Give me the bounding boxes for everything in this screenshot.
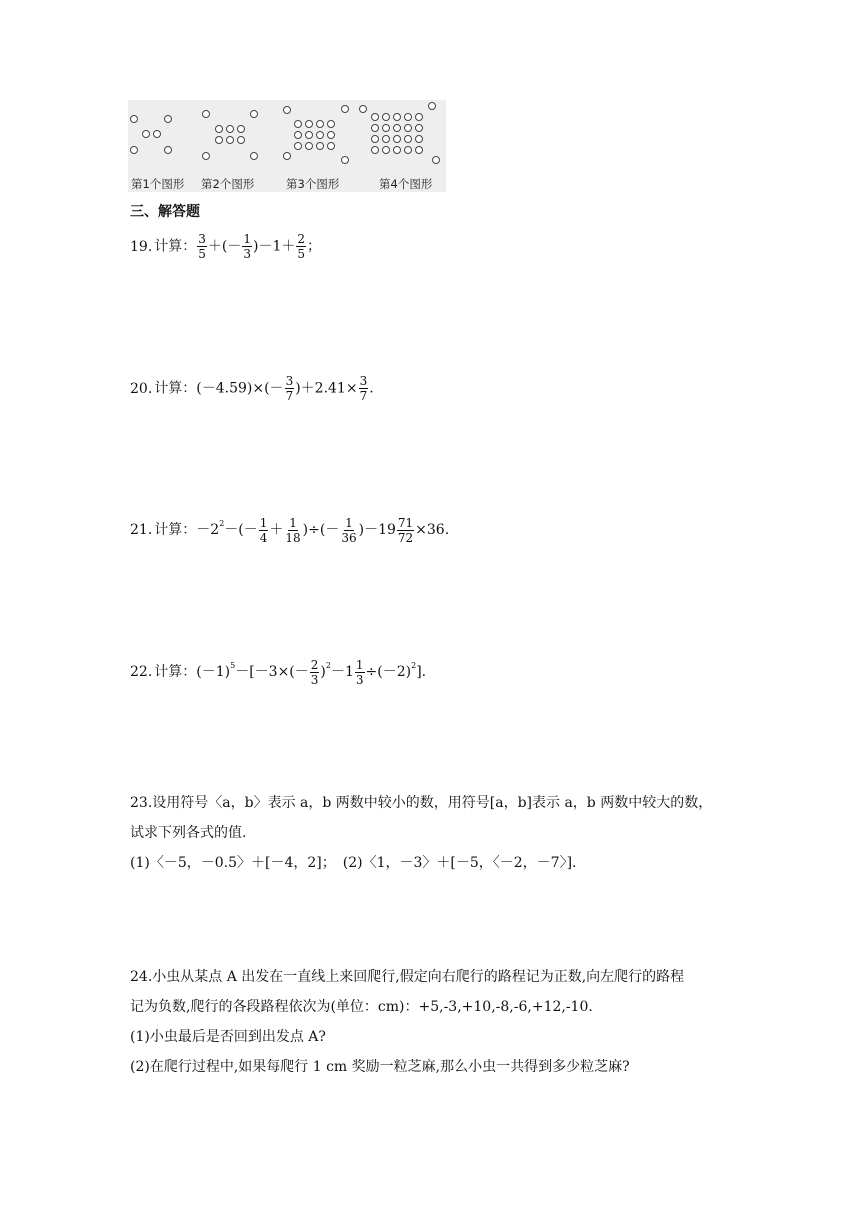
fraction (296, 232, 306, 261)
circle-icon (294, 142, 302, 150)
circle-icon (415, 146, 423, 154)
denominator: 36 (341, 530, 357, 545)
punctuation: . (369, 380, 374, 397)
circle-icon (316, 142, 324, 150)
denominator: 3 (310, 672, 319, 687)
question-number: 21. (130, 522, 153, 538)
circle-icon (305, 142, 313, 150)
circle-icon (341, 156, 349, 164)
question-text: 计算：(－1) (154, 664, 231, 680)
operator: )＋2.41× (295, 380, 358, 397)
question-text: 计算：－2 (154, 522, 220, 538)
punctuation: ； (307, 238, 322, 255)
circle-icon (237, 125, 245, 133)
question-subparts: (1)〈－5，－0.5〉＋[－4，2]； (2)〈1，－3〉＋[－5，〈－2，－7〉]. (130, 855, 577, 871)
fraction (285, 374, 295, 403)
circle-icon (164, 115, 172, 123)
numerator: 3 (359, 374, 368, 388)
fraction (197, 232, 207, 261)
numerator: 71 (397, 515, 414, 530)
question-text-line: 记为负数,爬行的各段路程依次为(单位：cm)：+5,-3,+10,-8,-6,+12,-10. (130, 999, 593, 1015)
exponent: 5 (230, 661, 236, 670)
question-text: 计算：(－4.59)×(－ (154, 380, 284, 397)
denominator: 72 (397, 530, 414, 545)
pattern-figure-strip (128, 100, 446, 192)
fraction (355, 658, 365, 687)
exponent: 2 (219, 519, 225, 528)
exponent: 2 (411, 661, 417, 670)
fraction (259, 516, 269, 545)
circle-icon (382, 146, 390, 154)
denominator: 4 (259, 530, 268, 545)
circle-icon (226, 125, 234, 133)
question-subpart-2: (2)在爬行过程中,如果每爬行 1 cm 奖励一粒芝麻,那么小虫一共得到多少粒芝麻? (130, 1059, 630, 1075)
pattern-3 (280, 100, 370, 172)
circle-icon (415, 135, 423, 143)
circle-icon (215, 136, 223, 144)
operator: －[－3×(－ (235, 664, 309, 680)
question-subpart-1: (1)小虫最后是否回到出发点 A? (130, 1029, 326, 1045)
circle-icon (404, 146, 412, 154)
circle-icon (393, 113, 401, 121)
denominator: 3 (355, 672, 364, 687)
operator: ) (320, 664, 326, 680)
circle-icon (250, 110, 258, 118)
circle-icon (316, 120, 324, 128)
circle-icon (250, 152, 258, 160)
circle-icon (130, 115, 138, 123)
denominator: 7 (359, 389, 368, 403)
numerator: 3 (198, 232, 206, 246)
circle-icon (371, 124, 379, 132)
fraction (284, 516, 301, 545)
punctuation: ]. (416, 664, 427, 680)
circle-icon (305, 120, 313, 128)
circle-icon (237, 136, 245, 144)
operator: ÷(－2) (365, 664, 412, 680)
operator: －(－ (224, 522, 258, 538)
fraction (397, 516, 414, 545)
circle-icon (316, 131, 324, 139)
operator: －1 (330, 664, 354, 680)
question-24 (130, 962, 742, 1082)
question-19 (130, 232, 321, 261)
circle-icon (294, 120, 302, 128)
numerator: 1 (345, 515, 353, 530)
denominator: 7 (285, 389, 294, 403)
circle-icon (371, 146, 379, 154)
pattern-1 (128, 100, 178, 172)
numerator: 3 (285, 374, 294, 388)
operator: )÷(－ (302, 522, 340, 538)
question-21 (130, 514, 449, 545)
circle-icon (215, 125, 223, 133)
numerator: 2 (310, 657, 319, 672)
circle-icon (327, 131, 335, 139)
circle-icon (305, 131, 313, 139)
circle-icon (327, 120, 335, 128)
fraction (310, 658, 320, 687)
numerator: 1 (289, 515, 297, 530)
question-number: 22. (130, 664, 153, 680)
circle-icon (327, 142, 335, 150)
circle-icon (415, 124, 423, 132)
circle-icon (393, 135, 401, 143)
question-number: 19. (130, 238, 153, 255)
numerator: 1 (243, 232, 252, 246)
circle-icon (283, 106, 291, 114)
circle-icon (393, 124, 401, 132)
circle-icon (404, 124, 412, 132)
exponent: 2 (325, 661, 331, 670)
punctuation: ×36. (415, 522, 450, 538)
numerator: 1 (259, 515, 268, 530)
circle-icon (341, 105, 349, 113)
denominator: 5 (198, 247, 206, 261)
figure-label-4: 第4个图形 (379, 177, 433, 191)
pattern-2 (200, 100, 260, 172)
numerator: 1 (355, 657, 364, 672)
operator: )－1＋ (253, 238, 296, 255)
circle-icon (283, 152, 291, 160)
circle-icon (382, 135, 390, 143)
circle-icon (404, 113, 412, 121)
question-20 (130, 374, 374, 403)
circle-icon (164, 146, 172, 154)
question-23 (130, 788, 742, 878)
question-text-line: 24.小虫从某点 A 出发在一直线上来回爬行,假定向右爬行的路程记为正数,向左爬行的路程 (130, 969, 685, 985)
question-22 (130, 656, 426, 687)
circle-icon (153, 130, 161, 138)
circle-icon (404, 135, 412, 143)
denominator: 18 (285, 530, 301, 545)
question-number: 20. (130, 380, 153, 397)
circle-icon (142, 130, 150, 138)
circle-icon (432, 156, 440, 164)
circle-icon (226, 136, 234, 144)
circle-icon (371, 135, 379, 143)
circle-icon (371, 113, 379, 121)
operator: )－19 (358, 522, 396, 538)
circle-icon (202, 152, 210, 160)
fraction (340, 516, 357, 545)
circle-icon (415, 113, 423, 121)
circle-icon (382, 113, 390, 121)
circle-icon (202, 110, 210, 118)
numerator: 2 (297, 232, 306, 246)
section-title: 三、解答题 (130, 204, 200, 220)
circle-icon (130, 146, 138, 154)
figure-label-3: 第3个图形 (286, 177, 340, 191)
operator: ＋(－ (207, 238, 242, 255)
figure-label-1: 第1个图形 (131, 177, 185, 191)
pattern-4 (366, 100, 446, 172)
fraction (359, 374, 369, 403)
circle-icon (382, 124, 390, 132)
question-text-line: 试求下列各式的值. (130, 825, 247, 841)
fraction (242, 232, 252, 261)
circle-icon (428, 102, 436, 110)
operator: ＋ (269, 522, 284, 538)
question-text: 计算： (154, 238, 197, 255)
figure-label-2: 第2个图形 (201, 177, 255, 191)
circle-icon (294, 131, 302, 139)
denominator: 5 (297, 247, 306, 261)
question-text-line: 23.设用符号〈a，b〉表示 a，b 两数中较小的数，用符号[a，b]表示 a，b 两数中较大的数， (130, 795, 713, 811)
denominator: 3 (243, 247, 252, 261)
circle-icon (393, 146, 401, 154)
